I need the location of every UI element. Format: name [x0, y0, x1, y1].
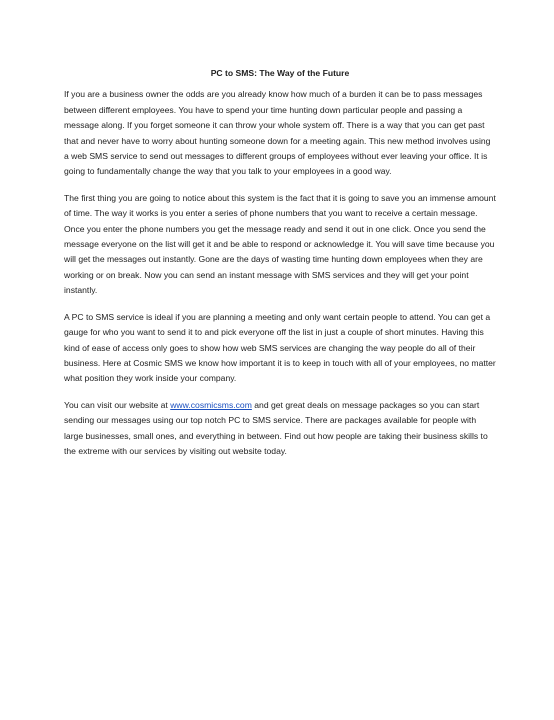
website-link[interactable]: www.cosmicsms.com [170, 399, 252, 410]
paragraph-1: If you are a business owner the odds are you already know how much of a burden it can be to pass messages between different employees. You have to spend your time hunting down particular people and passing a message along. If you forget someone it can throw your whole system off. There is a way that you can get past that and never have to worry about hunting someone down for a meeting again. This new method involves using a web SMS service to send out messages to different groups of employees without ever leaving your office. It is going to fundamentally change the way that you talk to your employees in a good way. [64, 89, 491, 177]
paragraph-4 [64, 398, 496, 460]
paragraph-3: A PC to SMS service is ideal if you are planning a meeting and only want certain people to attend. You can get a gauge for who you want to send it to and pick everyone off the list in just a couple of short minutes. Having this kind of ease of access only goes to show how web SMS services are changing the way people do all of their business. Here at Cosmic SMS we know how important it is to keep in touch with all of your employees, no matter what position they work inside your company. [64, 311, 496, 384]
paragraph-2: The first thing you are going to notice about this system is the fact that it is going to save you an immense amount of time. The way it works is you enter a series of phone numbers that you want to receive a certain message. Once you enter the phone numbers you get the message ready and send it out in one click. Once you send the message everyone on the list will get it and be able to respond or acknowledge it. You will save time because you will get the messages out instantly. Gone are the days of wasting time hunting down employees when they are working or on break. Now you can send an instant message with SMS services and they will get your point instantly. [64, 192, 496, 296]
paragraph-4-rest: and get great deals on message packages so you can start sending our messages using our top notch PC to SMS service. There are packages available for people with large businesses, small ones, and everything in between. Find out how people are taking their business skills to the extreme with our services by visiting out website today. [64, 399, 488, 456]
document-title: PC to SMS: The Way of the Future [210, 68, 350, 78]
paragraph-4-intro: You can visit our website at [64, 399, 171, 410]
document-body [64, 66, 496, 470]
